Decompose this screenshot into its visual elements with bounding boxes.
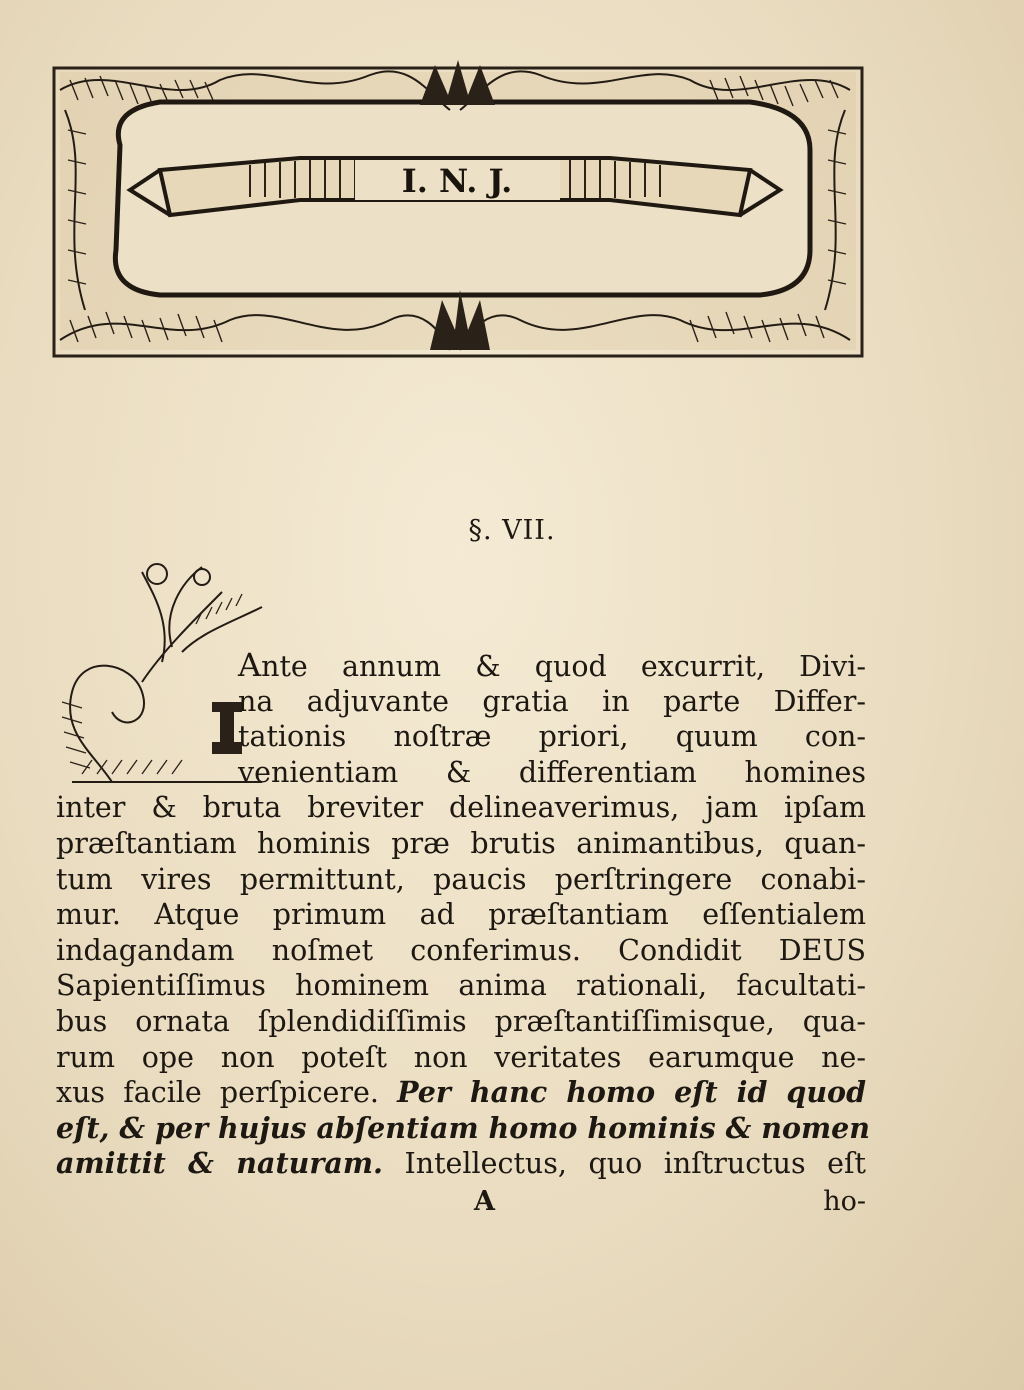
page-footer: [56, 1186, 866, 1226]
catchword: ho-: [823, 1186, 866, 1217]
text-line-14: eſt, & per hujus abſentiam homo hominis & nomen: [56, 1110, 870, 1145]
text-line-2: na adjuvante gratia in parte Differ-: [238, 684, 866, 718]
text-line-8: mur. Atque primum ad præſtantiam eſſentialem: [56, 898, 866, 932]
text-line-15: amittit & naturam. Intellectus, quo inſtructus eſt: [56, 1146, 866, 1181]
drop-initial: A: [238, 646, 262, 684]
banner-monogram: I. N. J.: [401, 162, 513, 200]
text-line-9: indagandam noſmet conferimus. Condidit DEUS: [56, 933, 866, 967]
text-line-5: inter & bruta breviter delineaverimus, jam ipſam: [56, 791, 866, 825]
text-line-7: tum vires permittunt, paucis perſtringere conabi-: [56, 862, 866, 896]
text-line-6: præſtantiam hominis præ brutis animantibus, quan-: [56, 826, 866, 860]
body-text: [56, 646, 870, 1182]
signature-mark: A: [474, 1186, 495, 1217]
text-line-11: bus ornata ſplendidiſſimis præſtantiſſimisque, qua-: [56, 1004, 866, 1038]
text-line-4: venientiam & differentiam homines: [238, 755, 866, 789]
text-line-3: tationis noſtræ priori, quum con-: [238, 720, 866, 754]
text-line-10: Sapientiſſimus hominem anima rationali, facultati-: [56, 969, 866, 1003]
text-line-1: Ante annum & quod excurrit, Divi-: [238, 646, 866, 684]
section-heading: §. VII.: [468, 515, 556, 546]
text-line-12: rum ope non poteſt non veritates earumque ne-: [56, 1040, 866, 1074]
text-line-13: xus facile perſpicere. Per hanc homo eſt id quod: [56, 1075, 866, 1110]
ornamental-headpiece: [50, 50, 865, 360]
